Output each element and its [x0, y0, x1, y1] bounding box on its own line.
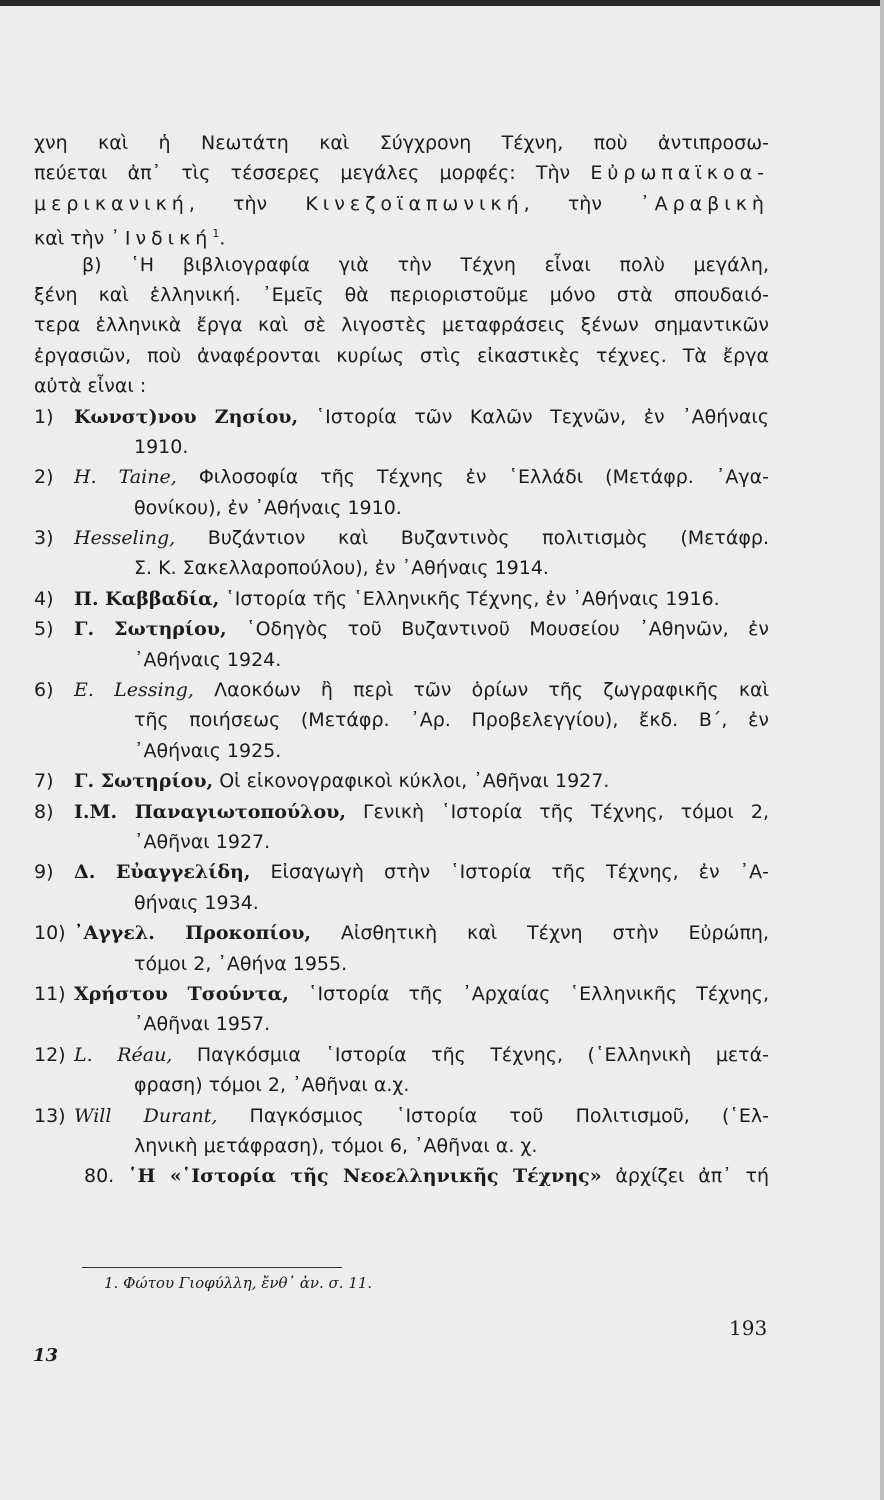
entry-number: 1) [34, 405, 54, 428]
entry-author: Γ. Σωτηρίου, [74, 618, 227, 641]
bibliography-entry-continuation: ληνικὴ μετάφραση), τόμοι 6, ᾽Αθῆναι α. χ. [134, 1134, 538, 1157]
bibliography-entry [34, 462, 769, 492]
entry-number: 7) [34, 770, 54, 793]
para-b-line-3: τερα ἑλληνικὰ ἔργα καὶ σὲ λιγοστὲς μεταφράσεις ξένων σημαντικῶν [34, 314, 769, 337]
bibliography-entry [34, 614, 769, 644]
bibliography-entry [34, 402, 769, 432]
entry-author: E. Lessing, [74, 679, 194, 702]
entry-author: L. Réau, [74, 1043, 173, 1066]
para-b-line-2: ξένη καὶ ἑλληνική. ᾽Εμεῖς θὰ περιοριστοῦμε μόνο στὰ σπουδαιό- [34, 283, 769, 306]
page-number: 193 [729, 1316, 768, 1340]
intro-line-4: καὶ τὴν ᾽Ινδική$^1$. [34, 227, 226, 250]
entry-title: ῾Ιστορία τῶν Καλῶν Τεχνῶν, ἐν ᾽Αθήναις [298, 405, 769, 428]
entry-author: Δ. Εὐαγγελίδη, [74, 861, 251, 884]
entry-number: 10) [34, 922, 66, 945]
bibliography-entry-continuation: Σ. Κ. Σακελλαροπούλου), ἐν ᾽Αθήναις 1914. [134, 557, 549, 580]
bibliography-entry-continuation: τῆς ποιήσεως (Μετάφρ. ᾽Αρ. Προβελεγγίου), ἔκδ. Β΄, ἐν [134, 709, 769, 732]
entry-title: Βυζάντιον καὶ Βυζαντινὸς πολιτισμὸς (Μετάφρ. [175, 527, 769, 550]
bibliography-entry-continuation: θήναις 1934. [134, 891, 259, 914]
bibliography-entry-continuation: ᾽Αθήναις 1925. [134, 739, 282, 762]
bibliography-entry [34, 523, 769, 553]
bibliography-entry [34, 857, 769, 887]
intro-line-1: χνη καὶ ἡ Νεωτάτη καὶ Σύγχρονη Τέχνη, ποὺ ἀντιπροσω- [34, 132, 769, 154]
intro-line-2: πεύεται ἀπ᾽ τὶς τέσσερες μεγάλες μορφές: Τὴν Εὐρωπαϊκοα- [34, 162, 769, 185]
entry-number: 4) [34, 587, 54, 610]
entry-title: ῾Ιστορία τῆς ῾Ελληνικῆς Τέχνης, ἐν ᾽Αθήναις 1916. [219, 587, 720, 610]
bibliography-list [34, 402, 769, 1162]
section-80-heading: 80. ῾Η «῾Ιστορία τῆς Νεοελληνικῆς Τέχνης» ἀρχίζει ἀπ᾽ τή [84, 1165, 769, 1188]
bibliography-entry [34, 766, 769, 796]
entry-author: Will Durant, [74, 1104, 218, 1127]
bibliography-entry [34, 918, 769, 948]
footnote-rule [82, 1267, 342, 1268]
entry-title: Λαοκόων ἢ περὶ τῶν ὁρίων τῆς ζωγραφικῆς καὶ [193, 679, 770, 702]
entry-author: Χρήστου Τσούντα, [74, 982, 289, 1005]
signature-mark: 13 [33, 1345, 59, 1366]
entry-number: 11) [34, 982, 66, 1005]
para-b-line-4: ἐργασιῶν, ποὺ ἀναφέρονται κυρίως στὶς εἰκαστικὲς τέχνες. Τὰ ἔργα [34, 344, 769, 367]
entry-title: Οἱ εἰκονογραφικοὶ κύκλοι, ᾽Αθῆναι 1927. [213, 770, 610, 793]
body-text [34, 128, 769, 1192]
bibliography-entry-continuation: ᾽Αθῆναι 1927. [134, 830, 271, 853]
bibliography-entry-continuation: ᾽Αθῆναι 1957. [134, 1013, 271, 1036]
bibliography-entry [34, 1040, 769, 1070]
bibliography-entry-continuation: θονίκου), ἐν ᾽Αθήναις 1910. [134, 496, 402, 519]
entry-title: Παγκόσμια ῾Ιστορία τῆς Τέχνης, (῾Ελληνικὴ μετά- [172, 1043, 769, 1066]
bibliography-entry [34, 797, 769, 827]
intro-line-3: μερικανική, τὴν Κινεζοϊαπωνική, τὴν ᾽Αραβικὴ [34, 192, 769, 215]
bibliography-entry [34, 584, 769, 614]
entry-number: 3) [34, 527, 54, 550]
entry-author: Ι.Μ. Παναγιωτοπούλου, [74, 800, 346, 823]
entry-title: ῾Οδηγὸς τοῦ Βυζαντινοῦ Μουσείου ᾽Αθηνῶν, ἐν [226, 618, 769, 641]
entry-number: 12) [34, 1043, 66, 1066]
entry-title: Παγκόσμιος ῾Ιστορία τοῦ Πολιτισμοῦ, (῾Ελ- [217, 1104, 769, 1127]
entry-title: Γενικὴ ῾Ιστορία τῆς Τέχνης, τόμοι 2, [345, 800, 769, 823]
entry-number: 6) [34, 679, 54, 702]
bibliography-entry [34, 1101, 769, 1131]
entry-number: 13) [34, 1104, 66, 1127]
entry-author: Hesseling, [74, 527, 176, 550]
entry-number: 8) [34, 800, 54, 823]
entry-number: 2) [34, 466, 54, 489]
bibliography-entry [34, 675, 769, 705]
entry-title: Αἰσθητικὴ καὶ Τέχνη στὴν Εὐρώπη, [311, 922, 769, 945]
bibliography-entry-continuation: 1910. [134, 435, 189, 458]
bibliography-entry-continuation: τόμοι 2, ᾽Αθήνα 1955. [134, 952, 348, 975]
entry-title: Εἰσαγωγὴ στὴν ῾Ιστορία τῆς Τέχνης, ἐν ᾽Α- [250, 861, 769, 884]
footnote-ref: 1 [212, 227, 220, 241]
bibliography-entry-continuation: ᾽Αθήναις 1924. [134, 648, 282, 671]
bibliography-entry [34, 979, 769, 1009]
scan-right-edge [880, 0, 884, 1500]
bibliography-entry-continuation: φραση) τόμοι 2, ᾽Αθῆναι α.χ. [134, 1074, 410, 1097]
entry-author: Κωνστ)νου Ζησίου, [74, 405, 299, 428]
entry-title: Φιλοσοφία τῆς Τέχνης ἐν ῾Ελλάδι (Μετάφρ. ᾽Αγα- [176, 466, 769, 489]
entry-author: ᾽Αγγελ. Προκοπίου, [74, 922, 312, 945]
entry-author: Γ. Σωτηρίου, [74, 770, 214, 793]
entry-title: ῾Ιστορία τῆς ᾽Αρχαίας ῾Ελληνικῆς Τέχνης, [288, 982, 769, 1005]
entry-number: 5) [34, 618, 54, 641]
para-b-line-5: αὐτὰ εἶναι : [34, 375, 147, 398]
footnote: 1. Φώτου Γιοφύλλη, ἔνθ᾽ ἀν. σ. 11. [104, 1274, 373, 1292]
entry-author: H. Taine, [74, 466, 177, 489]
entry-author: Π. Καββαδία, [74, 587, 220, 610]
entry-number: 9) [34, 861, 54, 884]
para-b-line-1: β) ῾Η βιβλιογραφία γιὰ τὴν Τέχνη εἶναι πολὺ μεγάλη, [82, 253, 769, 276]
scan-top-edge [0, 0, 884, 6]
